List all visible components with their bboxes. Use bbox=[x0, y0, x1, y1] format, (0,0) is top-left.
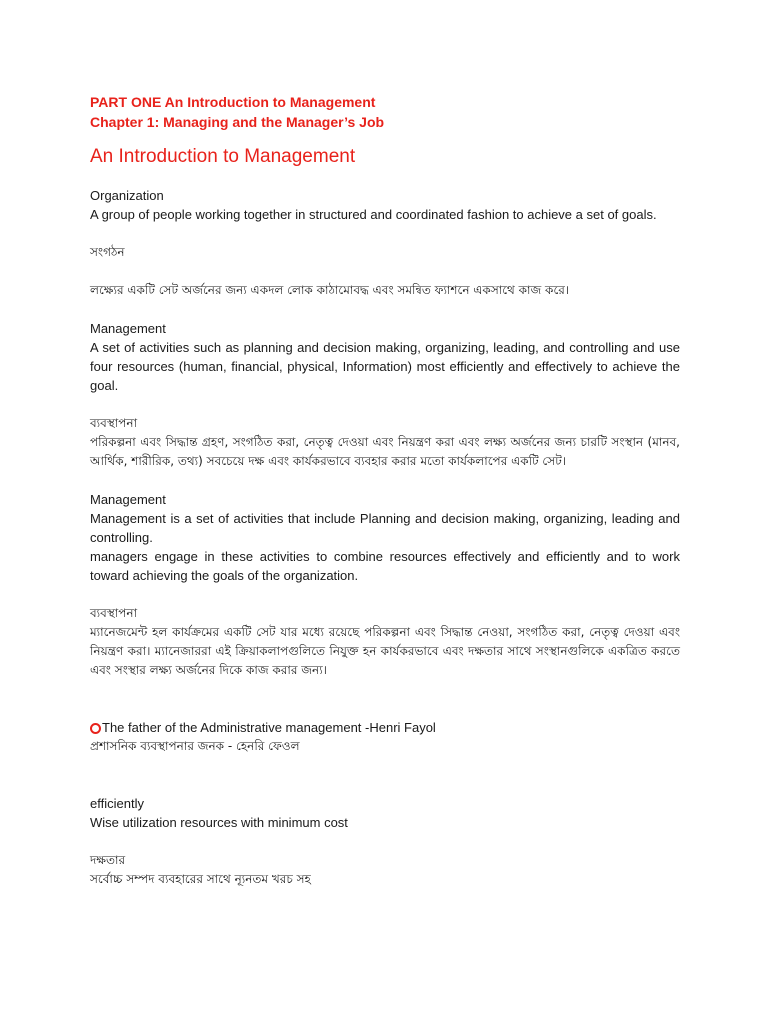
fayol-line bbox=[90, 718, 680, 737]
management-bn-term: ব্যবস্থাপনা bbox=[90, 416, 138, 430]
efficiently-term: efficiently bbox=[90, 796, 144, 811]
chapter-heading: Chapter 1: Managing and the Manager’s Job bbox=[90, 114, 385, 130]
part-heading: PART ONE An Introduction to Management bbox=[90, 94, 376, 110]
management-definition-2a: Management is a set of activities that include Planning and decision making, organizing, leading and controlling. bbox=[90, 511, 680, 545]
fayol-text: The father of the Administrative management -Henri Fayol bbox=[102, 720, 436, 735]
management-term-2: Management bbox=[90, 492, 166, 507]
organization-term: Organization bbox=[90, 188, 164, 203]
management-bn-term-2: ব্যবস্থাপনা bbox=[90, 606, 138, 620]
management-term: Management bbox=[90, 321, 166, 336]
efficiently-definition: Wise utilization resources with minimum cost bbox=[90, 815, 348, 830]
organization-definition: A group of people working together in structured and coordinated fashion to achieve a set of goals. bbox=[90, 207, 657, 222]
fayol-bn-text: প্রশাসনিক ব্যবস্থাপনার জনক - হেনরি ফেওল bbox=[90, 739, 300, 753]
management-bn-definition: পরিকল্পনা এবং সিদ্ধান্ত গ্রহণ, সংগঠিত করা, নেতৃত্ব দেওয়া এবং নিয়ন্ত্রণ করা এবং লক্ষ্য অর্জনের জন্য চারটি সংস্থান (মানব, আর্থিক, শারীরিক, তথ্য) সবচেয়ে দক্ষ এবং কার্যকরভাবে ব্যবহার করার মতো কার্যকলাপের একটি সেট। bbox=[90, 435, 680, 468]
red-circle-icon bbox=[90, 723, 101, 734]
organization-bn-term: সংগঠন bbox=[90, 245, 125, 259]
management-definition-2b: managers engage in these activities to combine resources effectively and efficiently and to work toward achieving the goals of the organization. bbox=[90, 549, 680, 583]
efficiently-bn-term: দক্ষতার bbox=[90, 853, 126, 867]
efficiently-bn-definition: সর্বোচ্চ সম্পদ ব্যবহারের সাথে ন্যূনতম খরচ সহ bbox=[90, 872, 311, 886]
document-page bbox=[90, 92, 680, 889]
organization-bn-definition: লক্ষ্যের একটি সেট অর্জনের জন্য একদল লোক কাঠামোবদ্ধ এবং সমন্বিত ফ্যাশনে একসাথে কাজ করে। bbox=[90, 283, 570, 297]
management-bn-definition-2: ম্যানেজমেন্ট হল কার্যক্রমের একটি সেট যার মধ্যে রয়েছে পরিকল্পনা এবং সিদ্ধান্ত নেওয়া, সংগঠিত করা, নেতৃত্ব দেওয়া এবং নিয়ন্ত্রণ করা। ম্যানেজাররা এই ক্রিয়াকলাপগুলিতে নিযুক্ত হন কার্যকরভাবে এবং দক্ষতার সাথে সংস্থানগুলিকে একত্রিত করতে এবং সংস্থার লক্ষ্য অর্জনের দিকে কাজ করার জন্য। bbox=[90, 625, 680, 677]
section-title: An Introduction to Management bbox=[90, 146, 356, 167]
management-definition: A set of activities such as planning and decision making, organizing, leading, and controlling and use four resources (human, financial, physical, Information) most efficiently and effectively to achieve the goal. bbox=[90, 340, 680, 393]
